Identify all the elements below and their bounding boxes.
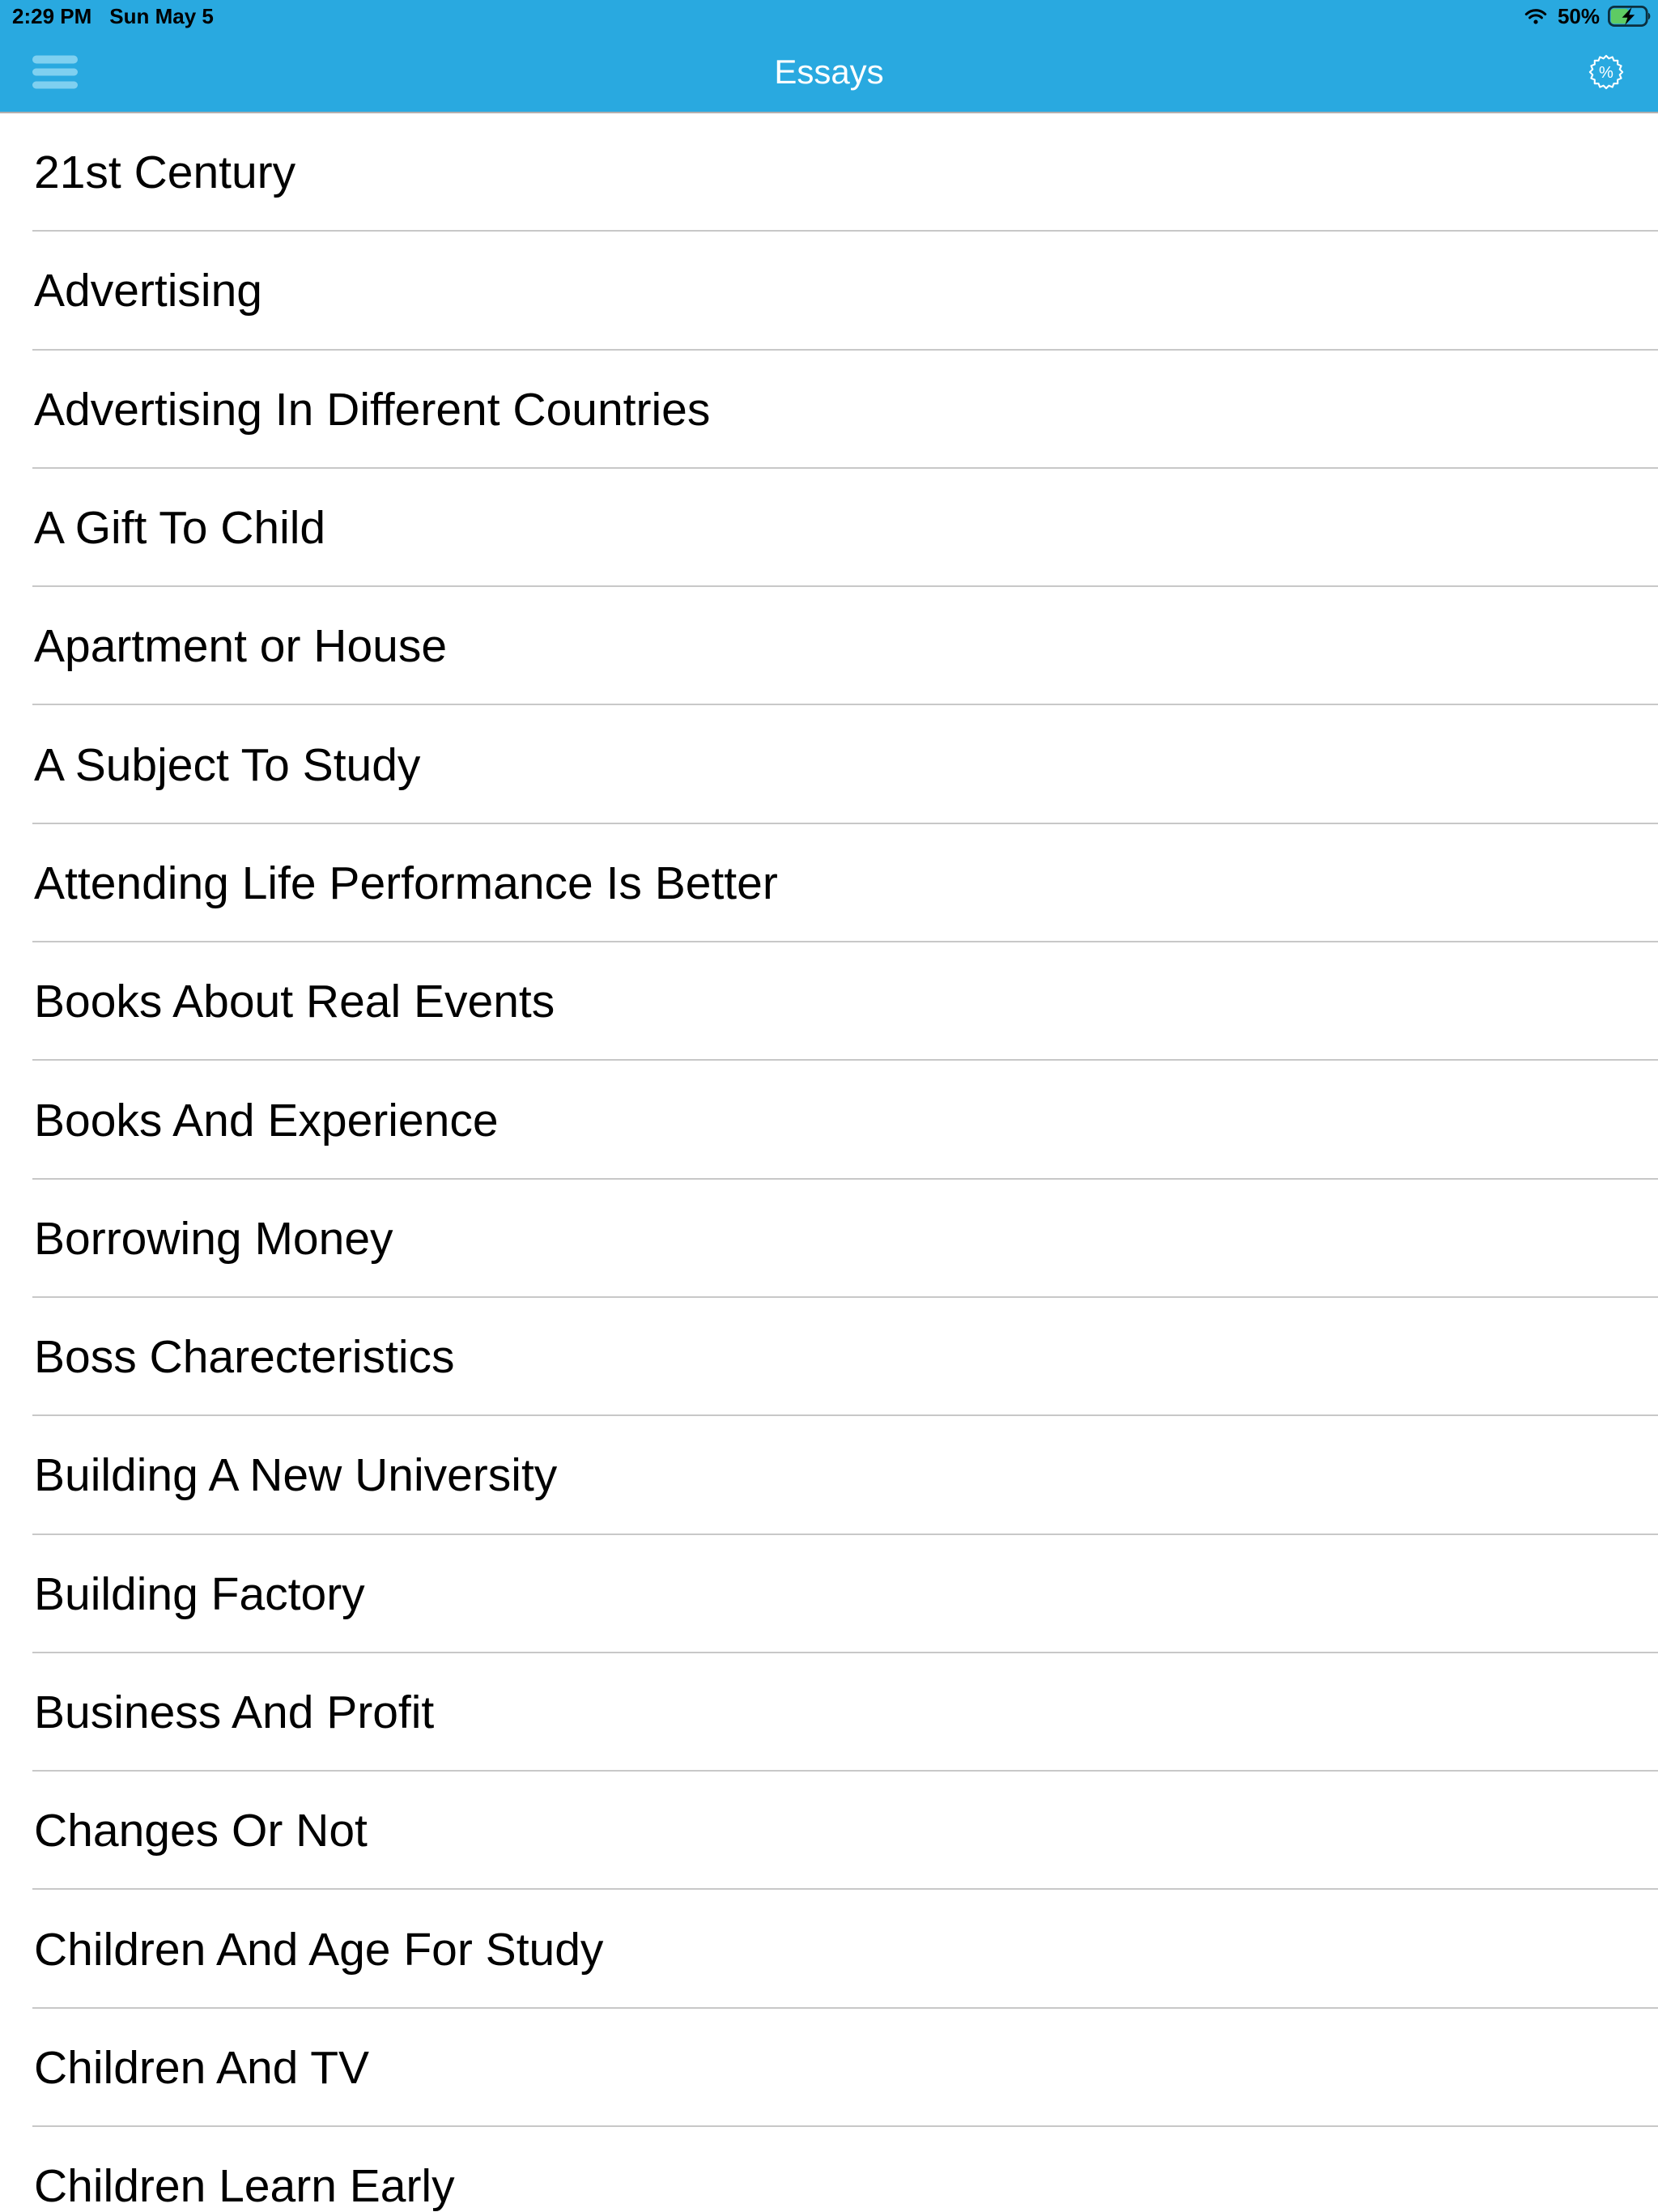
essay-list-item[interactable] <box>0 1772 1658 1890</box>
essay-title: Children And TV <box>34 2041 370 2094</box>
essay-list-item[interactable] <box>0 232 1658 350</box>
essay-title: Books About Real Events <box>34 976 555 1028</box>
essay-list-item[interactable] <box>0 1416 1658 1534</box>
essay-list-item[interactable] <box>0 113 1658 232</box>
status-time: 2:29 PM <box>12 3 92 28</box>
status-date: Sun May 5 <box>109 3 214 28</box>
essay-title: Changes Or Not <box>34 1805 368 1857</box>
essay-list-item[interactable] <box>0 1298 1658 1416</box>
essay-list <box>0 113 1658 2212</box>
essay-title: Books And Experience <box>34 1094 499 1146</box>
essay-title: Children And Age For Study <box>34 1923 604 1976</box>
essay-list-item[interactable] <box>0 705 1658 823</box>
essay-list-item[interactable] <box>0 587 1658 705</box>
essay-title: Borrowing Money <box>34 1212 393 1265</box>
essay-title: Business And Profit <box>34 1687 435 1738</box>
essay-title: Building A New University <box>34 1449 558 1502</box>
essay-list-item[interactable] <box>0 1061 1658 1179</box>
battery-percent-label: 50% <box>1557 3 1600 28</box>
status-right <box>1524 4 1658 29</box>
page-title: Essays <box>774 53 884 91</box>
essay-list-item[interactable] <box>0 1180 1658 1298</box>
percent-badge-icon[interactable] <box>1588 53 1625 91</box>
essay-title: Advertising <box>34 265 262 317</box>
essay-list-item[interactable] <box>0 2127 1658 2212</box>
status-left <box>0 4 214 29</box>
essay-list-item[interactable] <box>0 351 1658 469</box>
essay-list-item[interactable] <box>0 1890 1658 2008</box>
nav-bar <box>0 32 1658 113</box>
essay-title: Advertising In Different Countries <box>34 383 711 436</box>
essay-title: Boss Charecteristics <box>34 1331 455 1384</box>
battery-charging-icon <box>1608 6 1652 27</box>
badge-percent-symbol: % <box>1599 64 1613 83</box>
essay-list-item[interactable] <box>0 1535 1658 1653</box>
essay-list-item[interactable] <box>0 942 1658 1061</box>
essay-title: A Gift To Child <box>34 502 326 555</box>
essay-title: Building Factory <box>34 1568 365 1620</box>
essay-list-item[interactable] <box>0 1653 1658 1772</box>
essay-title: Children Learn Early <box>34 2160 455 2212</box>
status-bar <box>0 0 1658 32</box>
essay-list-item[interactable] <box>0 469 1658 587</box>
essay-title: Apartment or House <box>34 620 448 673</box>
essay-title: Attending Life Performance Is Better <box>34 857 778 909</box>
essay-title: 21st Century <box>34 147 296 199</box>
essay-list-item[interactable] <box>0 824 1658 942</box>
essay-list-item[interactable] <box>0 2009 1658 2127</box>
essay-title: A Subject To Study <box>34 738 421 791</box>
wifi-icon <box>1524 7 1548 25</box>
